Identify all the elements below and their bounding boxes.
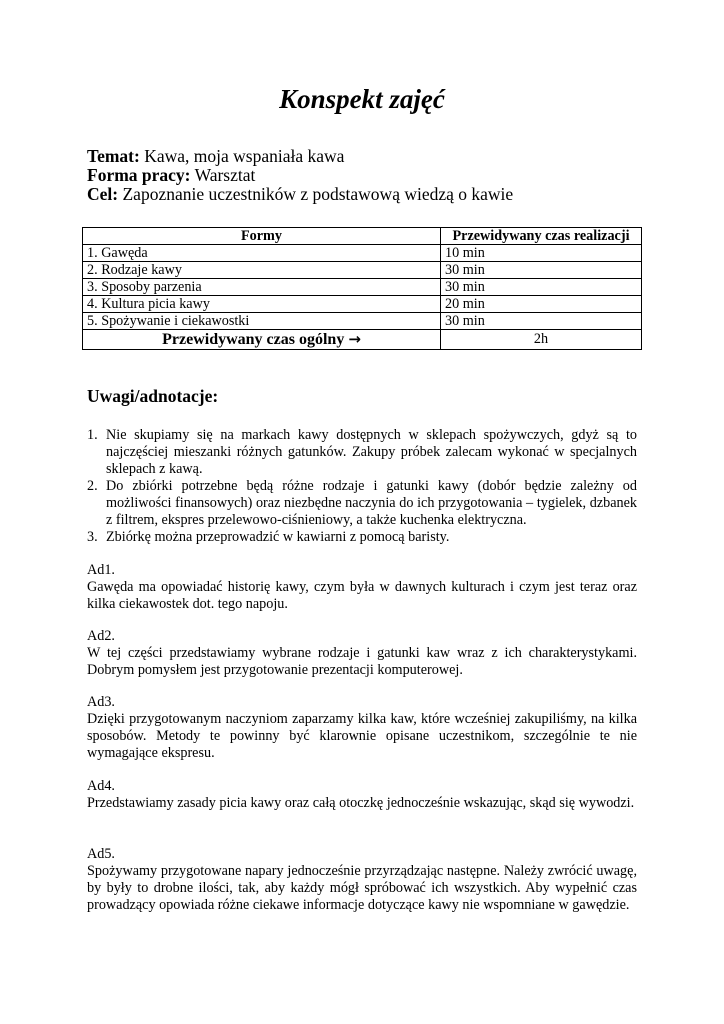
table-cell-czas: 30 min — [441, 279, 642, 296]
list-item — [87, 478, 637, 529]
cel-value: Zapoznanie uczestników z podstawową wiedzą o kawie — [118, 184, 514, 204]
table-header-formy: Formy — [83, 228, 441, 245]
ad-text: Spożywamy przygotowane napary jednocześnie przyrządzając następne. Należy zwrócić uwagę, by były to drobne ilości, tak, aby każdy mógł spróbować ich wszystkich. Aby wypełnić czas prowadzący opowiada różne ciekawe informacje dotyczące kawy nie wspomniane w gawędzie. — [87, 863, 637, 913]
list-item — [87, 529, 637, 546]
list-item — [87, 427, 637, 478]
total-value: 2h — [441, 330, 642, 350]
ad-text: Przedstawiamy zasady picia kawy oraz całą otoczkę jednocześnie wskazując, skąd się wywodzi. — [87, 795, 635, 811]
cel-row — [87, 185, 513, 204]
ad-section-5 — [87, 846, 637, 914]
table-cell-czas: 20 min — [441, 296, 642, 313]
table-cell-czas: 30 min — [441, 262, 642, 279]
list-item-text: Do zbiórki potrzebne będą różne rodzaje i gatunki kawy (dobór będzie zależny od możliwości finansowych) oraz niezbędne naczynia do ich przygotowania – tygielek, dzbanek z filtrem, ekspres przelewowo-ciśnieniowy, a także kuchenka elektryczna. — [106, 478, 637, 528]
ad-heading: Ad2. — [87, 628, 115, 644]
total-label-cell — [83, 330, 441, 350]
lesson-meta — [87, 147, 513, 204]
ad-text: W tej części przedstawiamy wybrane rodzaje i gatunki kaw wraz z ich charakterystykami. Dobrym pomysłem jest przygotowanie prezentacji komputerowej. — [87, 645, 637, 678]
ad-section-2 — [87, 628, 637, 679]
document-title: Konspekt zajęć — [279, 84, 445, 114]
list-item-number: 3. — [87, 529, 98, 545]
ad-text: Gawęda ma opowiadać historię kawy, czym była w dawnych kulturach i czym jest teraz oraz kilka ciekawostek dot. tego napoju. — [87, 579, 637, 612]
table-cell-czas: 30 min — [441, 313, 642, 330]
cel-label: Cel: — [87, 184, 119, 204]
table-cell-forma: 2. Rodzaje kawy — [83, 262, 441, 279]
table-header-row — [83, 228, 642, 245]
ad-heading: Ad3. — [87, 694, 115, 710]
notes-heading: Uwagi/adnotacje: — [87, 386, 219, 406]
arrow-right-icon: → — [348, 330, 361, 348]
ad-heading: Ad5. — [87, 846, 115, 862]
table-row — [83, 296, 642, 313]
table-cell-forma: 1. Gawęda — [83, 245, 441, 262]
table-row — [83, 313, 642, 330]
list-item-number: 2. — [87, 478, 98, 494]
forma-row — [87, 166, 513, 185]
ad-section-3 — [87, 694, 637, 762]
schedule-table — [82, 227, 642, 350]
temat-value: Kawa, moja wspaniała kawa — [139, 146, 345, 166]
forma-label: Forma pracy: — [87, 165, 191, 185]
ad-section-4 — [87, 778, 637, 812]
list-item-number: 1. — [87, 427, 98, 443]
table-cell-forma: 4. Kultura picia kawy — [83, 296, 441, 313]
ad-heading: Ad1. — [87, 562, 115, 578]
list-item-text: Zbiórkę można przeprowadzić w kawiarni z pomocą baristy. — [106, 529, 450, 545]
list-item-text: Nie skupiamy się na markach kawy dostępnych w sklepach spożywczych, gdyż są to najczęściej mieszanki różnych gatunków. Zakupy próbek zalecam wykonać w specjalnych sklepach z kawą. — [106, 427, 637, 477]
notes-list — [87, 427, 637, 546]
table-header-czas: Przewidywany czas realizacji — [441, 228, 642, 245]
ad-text: Dzięki przygotowanym naczyniom zaparzamy kilka kaw, które wcześniej zakupiliśmy, na kilka sposobów. Metody te powinny być klarownie opisane uczestnikom, szczególnie te nie wymagające ekspresu. — [87, 711, 637, 761]
table-cell-forma: 5. Spożywanie i ciekawostki — [83, 313, 441, 330]
temat-row — [87, 147, 513, 166]
ad-section-1 — [87, 562, 637, 613]
temat-label: Temat: — [87, 146, 140, 166]
table-row — [83, 279, 642, 296]
table-cell-czas: 10 min — [441, 245, 642, 262]
ad-heading: Ad4. — [87, 778, 115, 794]
table-row — [83, 245, 642, 262]
table-row — [83, 262, 642, 279]
table-cell-forma: 3. Sposoby parzenia — [83, 279, 441, 296]
forma-value: Warsztat — [190, 165, 256, 185]
total-label: Przewidywany czas ogólny — [162, 331, 345, 348]
table-total-row — [83, 330, 642, 350]
